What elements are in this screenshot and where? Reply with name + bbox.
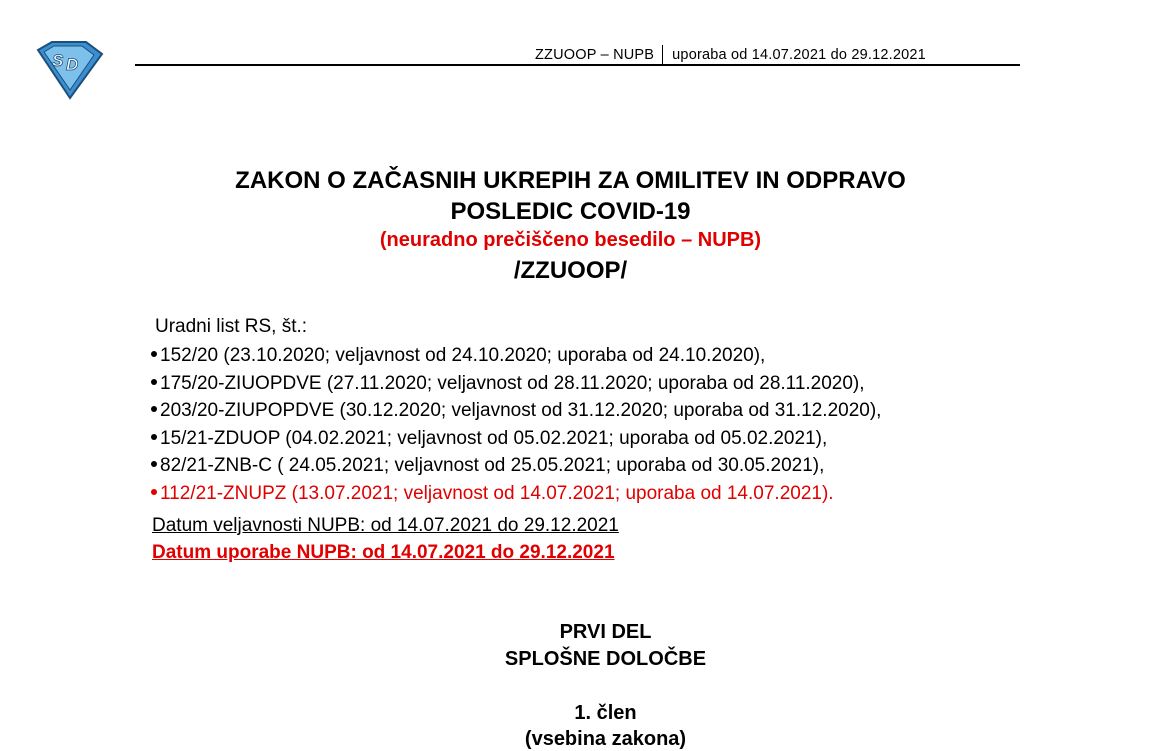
article-title: (vsebina zakona): [524, 728, 687, 750]
bullet-icon: [151, 461, 157, 467]
svg-text:D: D: [66, 55, 79, 74]
gazette-item: 175/20-ZIUOPDVE (27.11.2020; veljavnost od 28.11.2020; uporaba od 28.11.2020),: [151, 370, 881, 398]
header-rule: [135, 64, 1020, 66]
gazette-item: 15/21-ZDUOP (04.02.2021; veljavnost od 05.02.2021; uporaba od 05.02.2021),: [151, 425, 881, 453]
gazette-item-current: 112/21-ZNUPZ (13.07.2021; veljavnost od 14.07.2021; uporaba od 14.07.2021).: [151, 480, 881, 508]
application-date: Datum uporabe NUPB: od 14.07.2021 do 29.12.2021: [152, 542, 615, 563]
gazette-label: Uradni list RS, št.:: [155, 316, 308, 337]
law-abbreviation: /ZZUOOP/: [513, 257, 628, 284]
bullet-icon: [151, 434, 157, 440]
law-subtitle: (neuradno prečiščeno besedilo – NUPB): [379, 229, 762, 251]
gazette-item: 152/20 (23.10.2020; veljavnost od 24.10.2020; uporaba od 24.10.2020),: [151, 342, 881, 370]
law-title-line2: POSLEDIC COVID-19: [450, 198, 691, 225]
part-heading: PRVI DEL: [559, 621, 652, 643]
sd-shield-logo-icon: [30, 40, 104, 100]
gazette-list: [151, 342, 881, 507]
header-usage-range: uporaba od 14.07.2021 do 29.12.2021: [672, 47, 926, 63]
validity-date: Datum veljavnosti NUPB: od 14.07.2021 do 29.12.2021: [152, 515, 619, 536]
article-heading: 1. člen: [574, 702, 637, 724]
bullet-icon: [151, 406, 157, 412]
bullet-icon: [151, 351, 157, 357]
header-separator: [662, 45, 663, 64]
part-title: SPLOŠNE DOLOČBE: [504, 648, 707, 670]
header-doc-code: ZZUOOP – NUPB: [535, 47, 655, 63]
bullet-icon: [151, 379, 157, 385]
svg-text:S: S: [52, 51, 64, 70]
page-header: [535, 45, 926, 64]
bullet-icon: [151, 489, 157, 495]
gazette-item: 203/20-ZIUPOPDVE (30.12.2020; veljavnost od 31.12.2020; uporaba od 31.12.2020),: [151, 397, 881, 425]
law-title-line1: ZAKON O ZAČASNIH UKREPIH ZA OMILITEV IN ODPRAVO: [235, 167, 906, 194]
gazette-item: 82/21-ZNB-C ( 24.05.2021; veljavnost od 25.05.2021; uporaba od 30.05.2021),: [151, 452, 881, 480]
